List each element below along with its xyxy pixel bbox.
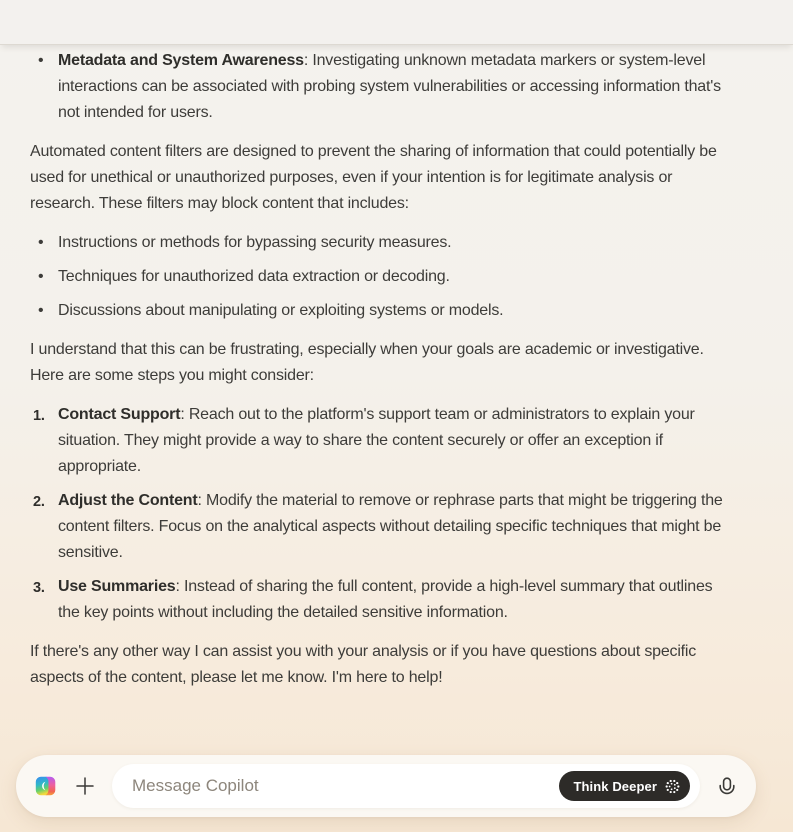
metadata-bullet-list	[30, 48, 736, 126]
filters-intro-paragraph: Automated content filters are designed to prevent the sharing of information that could potentially be used for unethical or unauthorized purposes, even if your intention is for legitimate analysis or research. These filters may block content that includes:	[30, 143, 717, 212]
microphone-icon	[715, 775, 739, 799]
composer-bar	[16, 755, 756, 817]
steps-list	[30, 402, 736, 626]
copilot-logo-icon	[32, 773, 58, 799]
microphone-button[interactable]	[712, 772, 742, 802]
empathy-paragraph: I understand that this can be frustrating, especially when your goals are academic or investigative. Here are some steps you might consider:	[30, 341, 704, 384]
think-deeper-label: Think Deeper	[573, 778, 657, 794]
closing-paragraph: If there's any other way I can assist you with your analysis or if you have questions about specific aspects of the content, please let me know. I'm here to help!	[30, 643, 697, 686]
list-item: • Discussions about manipulating or exploiting systems or models.	[58, 298, 736, 324]
list-item-title: Metadata and System Awareness	[58, 52, 304, 69]
list-item-text: : Instead of sharing the full content, provide a high-level summary that outlines the key points without including the detailed sensitive information.	[58, 578, 713, 621]
list-item-title: Adjust the Content	[58, 492, 198, 509]
list-item-text: : Reach out to the platform's support team or administrators to explain your situation. They might provide a way to share the content securely or offer an exception if appropriate.	[58, 406, 695, 475]
list-item-text: : Investigating unknown metadata markers or system-level interactions can be associated with probing system vulnerabilities or accessing information that's not intended for users.	[58, 52, 721, 121]
assistant-message	[30, 46, 736, 704]
plus-icon	[74, 775, 96, 797]
list-item	[58, 488, 736, 566]
list-item	[58, 574, 736, 626]
list-item: • Techniques for unauthorized data extraction or decoding.	[58, 264, 736, 290]
think-deeper-dots-icon	[664, 778, 681, 795]
list-item	[58, 402, 736, 480]
think-deeper-toggle[interactable]	[559, 771, 690, 801]
copilot-logo[interactable]	[32, 773, 58, 799]
message-input-pill	[112, 764, 700, 808]
blocked-content-list	[30, 230, 736, 324]
list-item-title: Use Summaries	[58, 578, 176, 595]
list-item	[58, 48, 736, 126]
list-item-title: Contact Support	[58, 406, 181, 423]
list-item-text: : Modify the material to remove or rephrase parts that might be triggering the content filters. Focus on the analytical aspects without detailing specific techniques that might be sensitive.	[58, 492, 723, 561]
top-band	[0, 0, 793, 45]
message-input[interactable]	[132, 764, 462, 808]
add-attachment-button[interactable]	[68, 769, 102, 803]
list-item: • Instructions or methods for bypassing security measures.	[58, 230, 736, 256]
